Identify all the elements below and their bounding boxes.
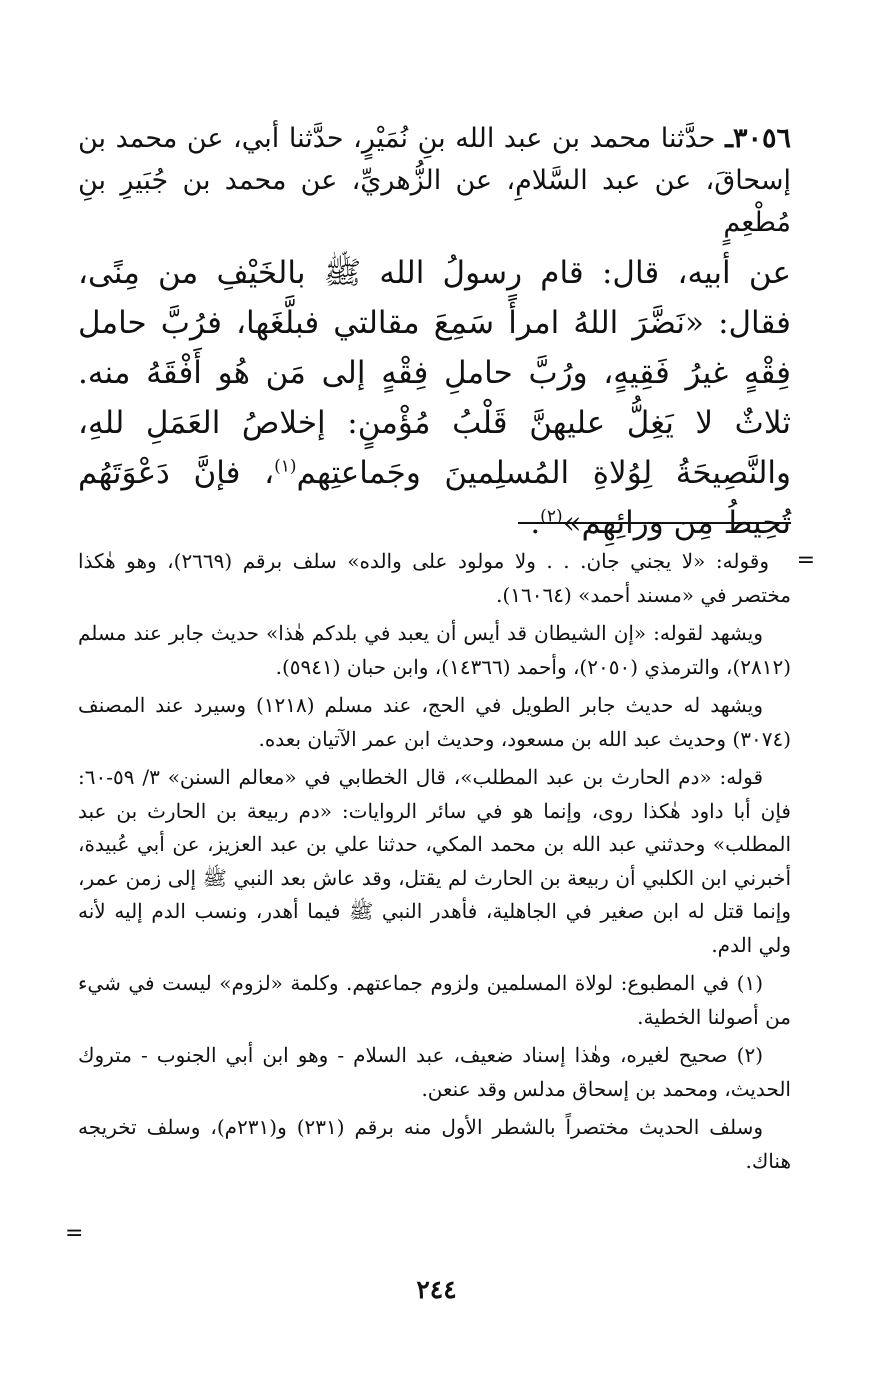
footnote-1: (١) في المطبوع: لولاة المسلمين ولزوم جماعتهم. وكلمة «لزوم» ليست في شيء من أصولنا الخطية. — [78, 971, 791, 1029]
footnote-separator — [518, 522, 791, 524]
footnote-paragraph: وسلف الحديث مختصراً بالشطر الأول منه برقم (٢٣١) و(٢٣١م)، وسلف تخريجه هناك. — [78, 1115, 791, 1173]
footnote-paragraph: ويشهد له حديث جابر الطويل في الحج، عند مسلم (١٢١٨) وسيرد عند المصنف (٣٠٧٤) وحديث عبد الله بن مسعود، وحديث ابن عمر الآتيان بعده. — [78, 693, 791, 751]
footnote-ref-2: (٢) — [540, 506, 563, 527]
page-number: ٢٤٤ — [416, 1275, 457, 1304]
matn-close: . — [530, 505, 541, 541]
footnote-ref-1: (١) — [274, 456, 297, 477]
hadith-matn — [78, 248, 791, 548]
footnote-paragraph: ويشهد لقوله: «إن الشيطان قد أيس أن يعبد في بلدكم هٰذا» حديث جابر عند مسلم (٢٨١٢)، والترمذي (٢٠٥٠)، وأحمد (١٤٣٦٦)، وابن حبان (٥٩٤١). — [78, 621, 791, 679]
hadith-isnad — [78, 118, 791, 244]
isnad-text: حدَّثنا محمد بن عبد الله بنِ نُمَيْرٍ، حدَّثنا أبي، عن محمد بن إسحاقَ، عن عبد السَّلامِ، عن الزُّهريِّ، عن محمد بن جُبَيرِ بنِ مُطْعِمٍ — [78, 123, 791, 238]
continued-to-marker: = — [65, 1221, 84, 1246]
continued-from-marker: = — [796, 548, 815, 573]
footnote-paragraph: وقوله: «لا يجني جان. . . ولا مولود على والده» سلف برقم (٢٦٦٩)، وهو هٰكذا مختصر في «مسند أحمد» (١٦٠٦٤). — [78, 549, 791, 607]
footnote-paragraph: قوله: «دم الحارث بن عبد المطلب»، قال الخطابي في «معالم السنن» ٣/ ٥٩-٦٠: فإن أبا داود هٰكذا روى، وإنما هو في سائر الروايات: «دم ربيعة بن الحارث بن عبد المطلب» وحدثني عبد الله بن محمد المكي، حدثنا علي بن عبد العزيز، عن أبي عُبيدة، أخبرني ابن الكلبي أن ربيعة بن الحارث لم يقتل، وقد عاش بعد النبي ﷺ إلى زمن عمر، وإنما قتل له ابن صغير في الجاهلية، فأهدر النبي ﷺ فيما أهدر، ونسب الدم إليه لأنه ولي الدم. — [78, 765, 791, 957]
footnote-2: (٢) صحيح لغيره، وهٰذا إسناد ضعيف، عبد السلام - وهو ابن أبي الجنوب - متروك الحديث، ومحمد بن إسحاق مدلس وقد عنعن. — [78, 1043, 791, 1101]
matn-text: عن أبيه، قال: قام رسولُ الله ﷺ بالخَيْفِ من مِنًى، فقال: «نَضَّرَ اللهُ امرأً سَمِعَ مقالتي فبلَّغَها، فرُبَّ حامل فِقْهٍ غيرُ فَقِيهٍ، ورُبَّ حاملِ فِقْهٍ إلى مَن هُو أَفْقَهُ منه. ثلاثٌ لا يَغِلُّ عليهنَّ قَلْبُ مُؤْمنٍ: إخلاصُ العَمَلِ للهِ، والنَّصِيحَةُ لِوُلاةِ المُسلِمينَ وجَماعتِهم — [78, 255, 792, 491]
footnotes — [78, 545, 791, 1183]
matn-text-end: ، فإنَّ دَعْوَتَهُم تُحِيطُ مِن ورائِهِم» — [78, 455, 791, 541]
hadith-number: ٣٠٥٦ـ — [725, 123, 791, 154]
